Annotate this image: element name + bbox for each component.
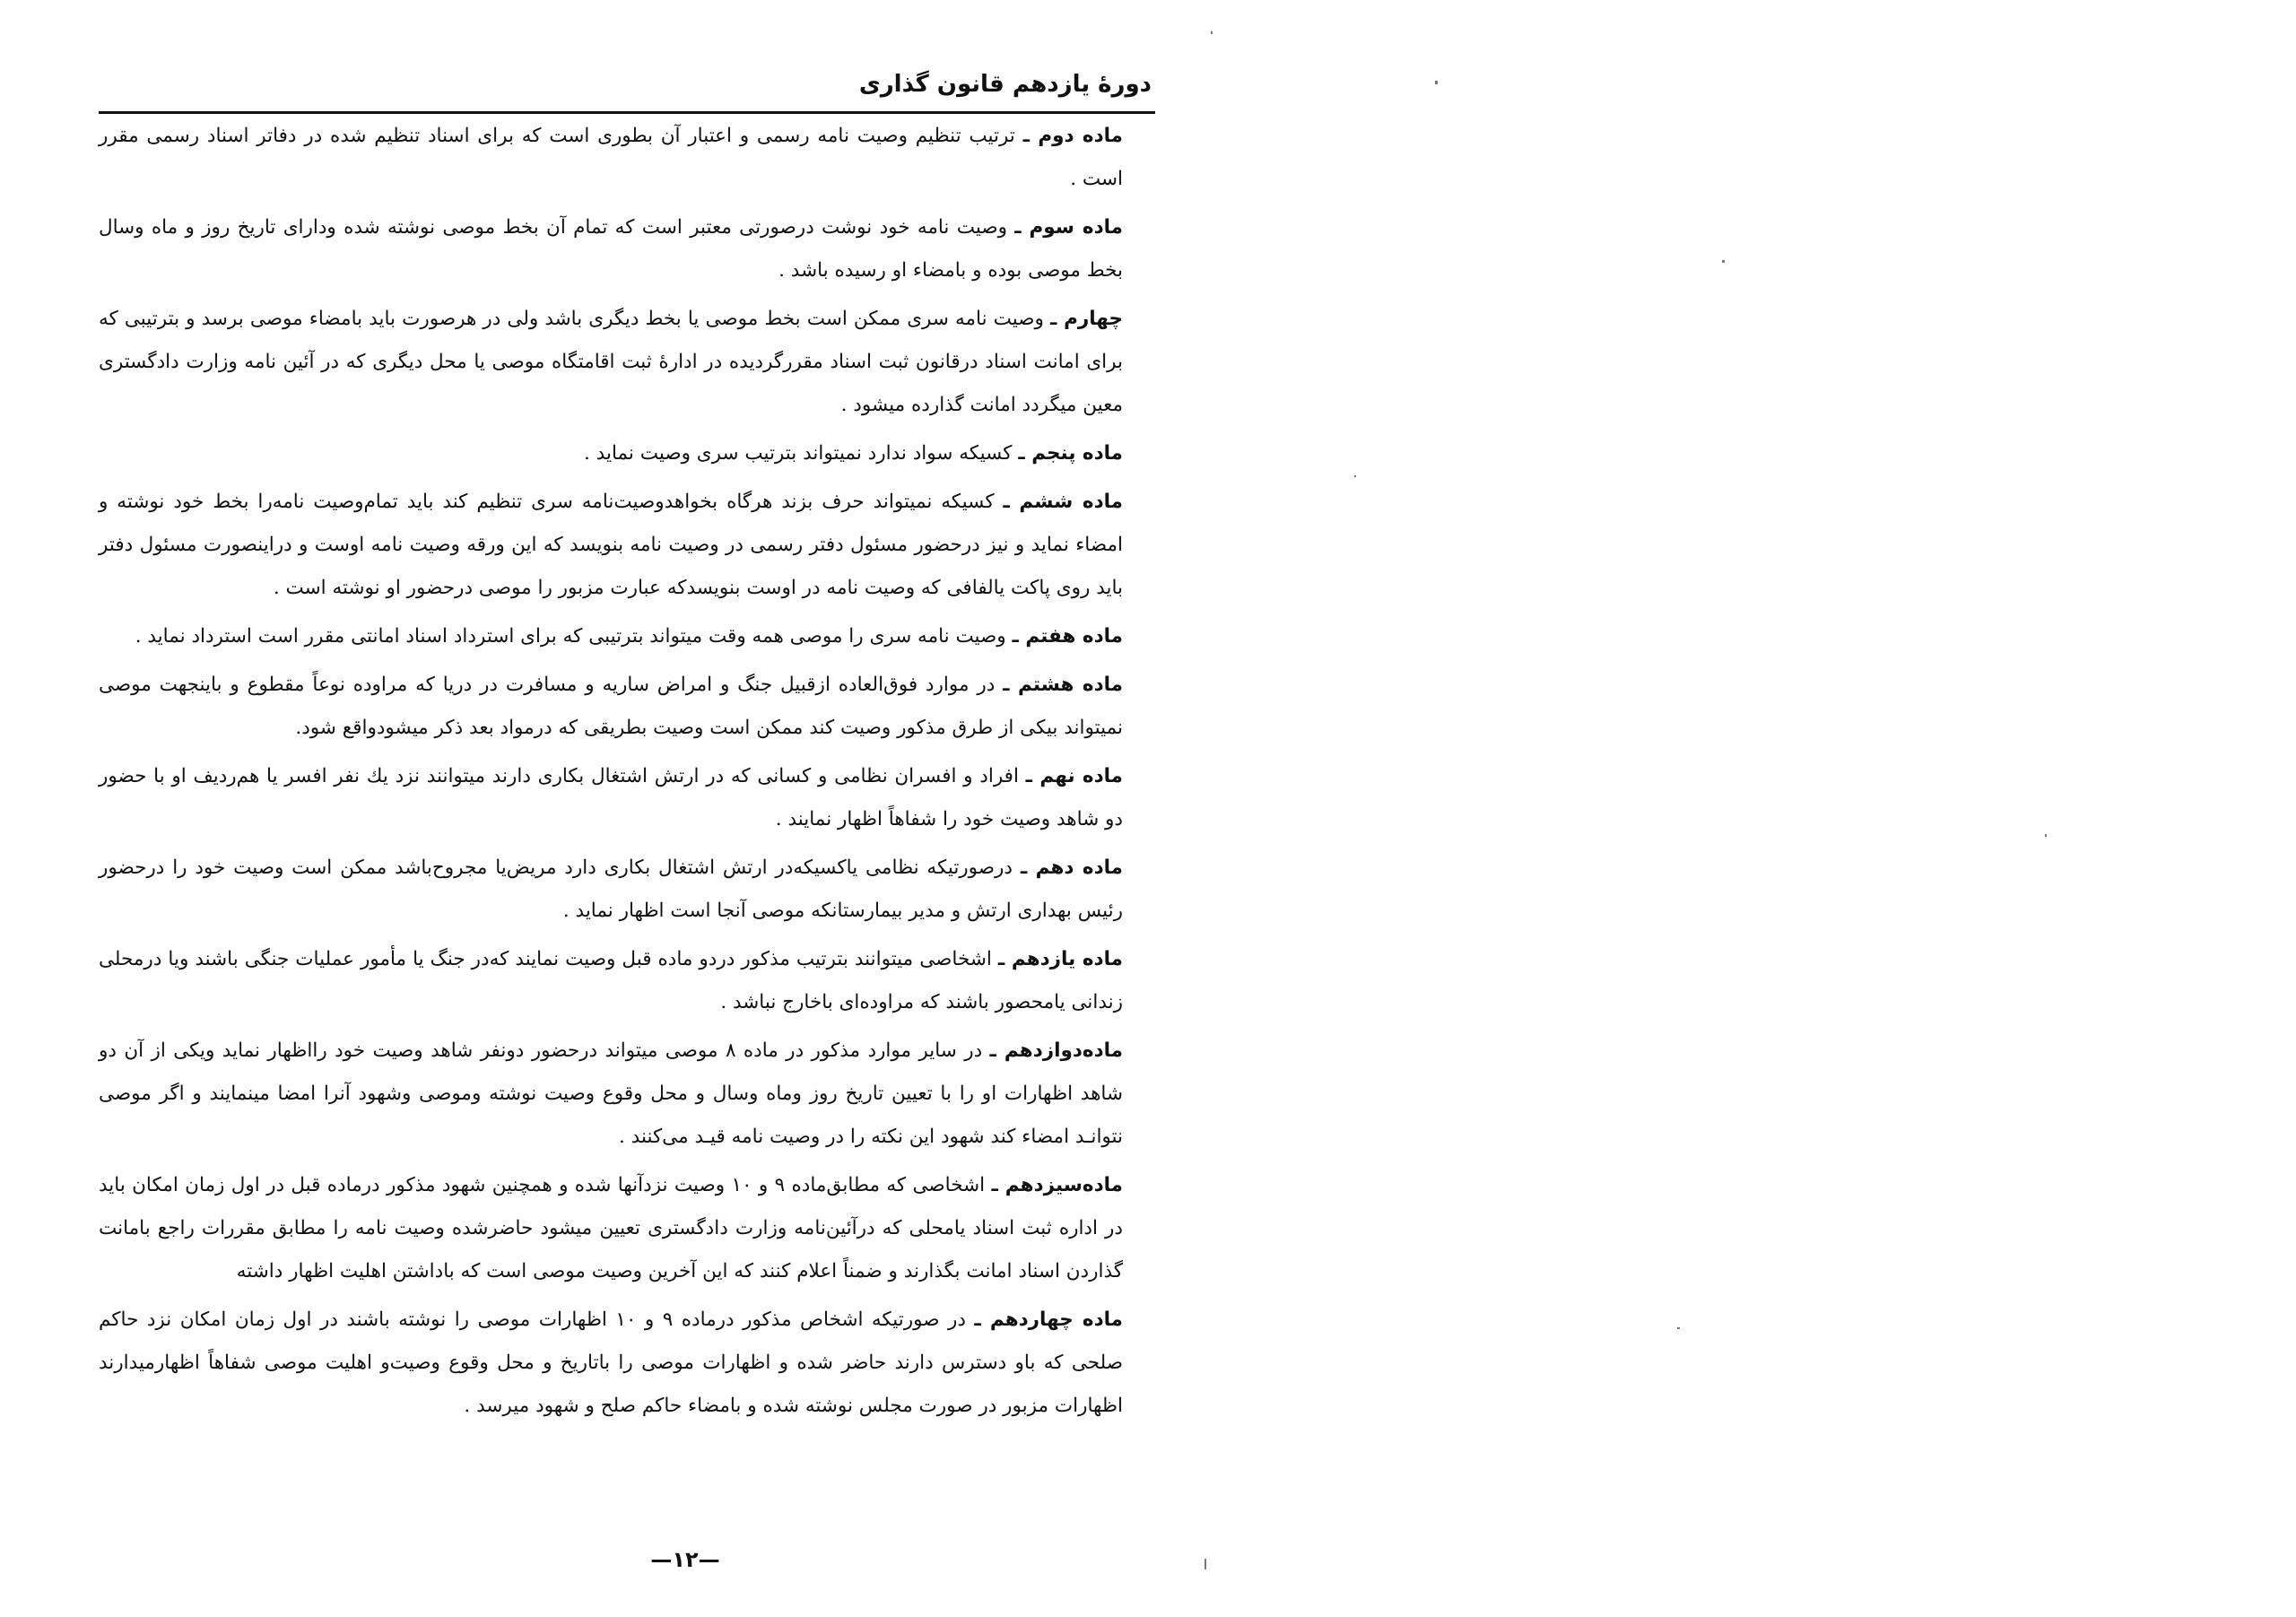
article-text: درصورتیکه نظامی یاکسیکه‌در ارتش اشتغال بکاری دارد مریض‌یا مجروح‌باشد ممکن است وصیت خود را درحضور رئیس بهداری ارتش و مدیر بیمارستانکه موصی آنجا است اظهار نماید .: [99, 856, 1123, 922]
article-label: ماده سوم ـ: [1014, 216, 1123, 239]
article-text: وصیت نامه سری ممکن است بخط موصی یا بخط دیگری باشد ولی در هرصورت باید بامضاء موصی برسد و بترتیبی که برای امانت اسناد درقانون ثبت اسناد مقررگردیده در ادارهٔ ثبت اقامتگاه موصی یا محل دیگری که در آئین نامه وزارت دادگستری معین میگردد امانت گذارده میشود .: [99, 308, 1123, 416]
scan-speck: [1435, 81, 1438, 84]
article-text: در صورتیکه اشخاص مذکور درماده ۹ و ۱۰ اظهارات موصی را نوشته باشند در اول زمان امکان نزد حاکم صلحی که باو دسترس دارند حاضر شده و اظهارات موصی را باتاریخ و محل وقوع وصیت‌و اهلیت موصی شفاهاً اظهارمیدارند اظهارات مزبور در صورت مجلس نوشته شده و بامضاء حاکم صلح و شهود میرسد .: [99, 1308, 1123, 1417]
scan-speck: [1677, 1327, 1680, 1329]
article-label: ماده هشتم ـ: [1003, 674, 1123, 696]
articles-list: [99, 115, 1155, 1433]
article-label: ماده‌سیزدهم ـ: [991, 1174, 1123, 1196]
article-text: وصیت نامه سری را موصی همه وقت میتواند بترتیبی که برای استرداد اسناد امانتی مقرر است استرداد نماید .: [135, 625, 1006, 648]
article-label: ماده نهم ـ: [1025, 765, 1123, 787]
article-text: کسیکه نمیتواند حرف بزند هرگاه بخواهدوصیت‌نامه سری تنظیم کند باید تمام‌وصیت نامه‌را بخط خود نوشته و امضاء نماید و نیز درحضور مسئول دفتر رسمی در وصیت نامه بنویسد که این ورقه وصیت نامه اوست و دراینصورت مسئول دفتر باید روی پاکت یالفافی که وصیت نامه در اوست بنویسدکه عبارت مزبور را موصی درحضور او نوشته است .: [99, 491, 1123, 599]
article-10: [99, 847, 1155, 933]
article-text: اشخاصی میتوانند بترتیب مذکور دردو ماده قبل وصیت نمایند که‌در جنگ یا مأمور عملیات جنگی باشند ویا درمحلی زندانی یامحصور باشند که مراوده‌ای باخارج نباشد .: [99, 948, 1123, 1013]
article-text: افراد و افسران نظامی و کسانی که در ارتش اشتغال بکاری دارند میتوانند نزد یك نفر افسر یا هم‌ردیف او با حضور دو شاهد وصیت خود را شفاهاً اظهار نمایند .: [99, 765, 1123, 830]
article-3: [99, 206, 1155, 292]
scan-speck: [1722, 260, 1725, 263]
document-page: [99, 56, 1155, 1598]
article-7: [99, 615, 1155, 658]
header-title: دورهٔ یازدهم قانون گذاری: [858, 71, 1152, 98]
scan-speck: [2045, 834, 2047, 837]
article-text: در موارد فوق‌العاده ازقبیل جنگ و امراض ساریه و مسافرت در دریا که مراوده نوعاً مقطوع و باینجهت موصی نمیتواند بیکی از طرق مذکور وصیت کند ممکن است وصیت بطریقی که درمواد بعد ذکر میشودواقع شود.: [99, 674, 1123, 739]
article-text: کسیکه سواد ندارد نمیتواند بترتیب سری وصیت نماید .: [584, 442, 1013, 465]
article-2: [99, 115, 1155, 201]
article-5: [99, 432, 1155, 475]
article-label: ماده‌دوازدهم ـ: [989, 1039, 1123, 1062]
article-text: وصیت نامه خود نوشت درصورتی معتبر است که تمام آن بخط موصی نوشته شده ودارای تاریخ روز و ماه وسال بخط موصی بوده و بامضاء او رسیده باشد .: [99, 216, 1123, 282]
article-9: [99, 755, 1155, 841]
article-text: ترتیب تنظیم وصیت نامه رسمی و اعتبار آن بطوری است که برای اسناد تنظیم شده در دفاتر اسناد رسمی مقرر است .: [99, 125, 1123, 190]
article-label: ماده چهاردهم ـ: [974, 1308, 1123, 1331]
article-13: [99, 1164, 1155, 1293]
article-label: ماده ششم ـ: [1003, 491, 1123, 513]
article-6: [99, 481, 1155, 610]
article-label: ماده پنجم ـ: [1018, 442, 1123, 465]
page-number: —۱۲—: [650, 1547, 720, 1572]
header-rule: [99, 111, 1155, 114]
scan-speck: [1205, 1559, 1206, 1569]
scan-speck: [1354, 475, 1356, 477]
article-text: در سایر موارد مذکور در ماده ۸ موصی میتواند درحضور دونفر شاهد وصیت خود رااظهار نماید ویکی از آن دو شاهد اظهارات او را با تعیین تاریخ روز وماه وسال و محل وقوع وصیت نوشته وموصی وشهود آنرا امضا مینمایند و اگر موصی نتوانـد امضاء کند شهود این نکته را در وصیت نامه قیـد می‌کنند .: [99, 1039, 1123, 1148]
article-11: [99, 938, 1155, 1024]
article-14: [99, 1299, 1155, 1428]
article-4: [99, 298, 1155, 427]
article-8: [99, 664, 1155, 750]
article-label: ماده دوم ـ: [1022, 125, 1123, 147]
article-12: [99, 1030, 1155, 1159]
article-text: اشخاصی که مطابق‌ماده ۹ و ۱۰ وصیت نزدآنها شده و همچنین شهود مذکور درماده قبل در اول زمان امکان باید در اداره ثبت اسناد یامحلی که درآئین‌نامه وزارت دادگستری تعیین میشود حاضرشده وصیت نامه را مطابق مقررات راجع بامانت گذاردن اسناد امانت بگذارند و ضمناً اعلام کنند که این آخرین وصیت موصی است که باداشتن اهلیت اظهار داشته: [99, 1174, 1123, 1282]
scan-speck: [1211, 31, 1213, 34]
article-label: ماده هفتم ـ: [1012, 625, 1123, 648]
article-label: ماده یازدهم ـ: [997, 948, 1123, 970]
article-label: چهارم ـ: [1050, 308, 1123, 330]
article-label: ماده دهم ـ: [1020, 856, 1123, 879]
page-header: [99, 66, 1155, 117]
